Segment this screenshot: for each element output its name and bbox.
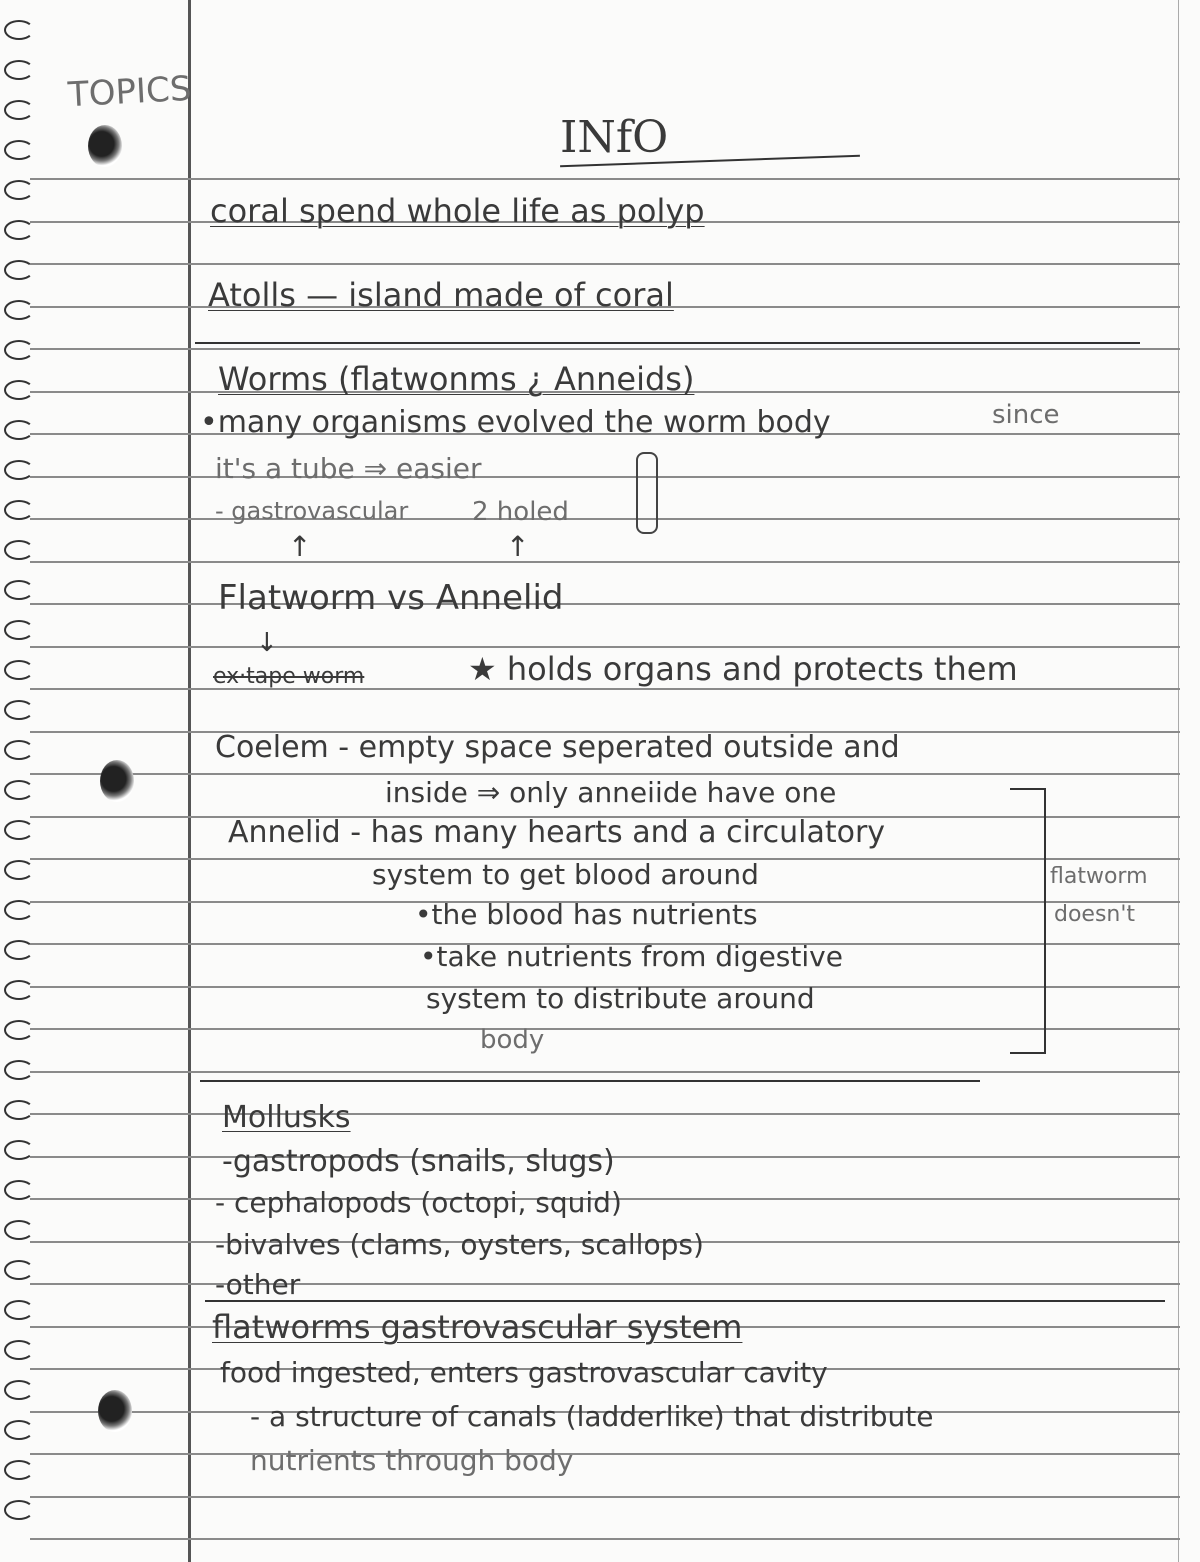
spiral-coil [4,740,34,760]
spiral-coil [4,140,34,160]
spiral-coil [4,340,34,360]
rule-line [30,773,1180,775]
spiral-coil [4,780,34,800]
rule-line [30,348,1180,350]
topics-label: TOPICS [67,68,193,116]
note-line: •take nutrients from digestive [420,940,843,973]
spiral-coil [4,1420,34,1440]
spiral-coil [4,980,34,1000]
spiral-coil [4,1180,34,1200]
note-line: system to get blood around [372,858,759,891]
rule-line [30,263,1180,265]
side-note: flatworm [1050,864,1148,889]
note-line: Atolls — island made of coral [208,276,674,314]
note-line: - cephalopods (octopi, squid) [215,1186,622,1219]
note-line: - a structure of canals (ladderlike) that distribute [250,1400,934,1433]
spiral-coil [4,500,34,520]
spiral-coil [4,660,34,680]
spiral-coil [4,580,34,600]
rule-line [30,1071,1180,1073]
note-line: nutrients through body [250,1444,574,1477]
note-line: system to distribute around [426,982,815,1015]
section-divider [205,1300,1165,1302]
spiral-coil [4,1220,34,1240]
note-line: •the blood has nutrients [415,898,758,931]
note-line: Flatworm vs Annelid [218,578,564,618]
spiral-coil [4,860,34,880]
rule-line [30,1453,1180,1455]
tube-sketch [636,452,658,534]
section-heading: Worms (flatwonms ¿ Anneids) [218,360,695,398]
spiral-coil [4,820,34,840]
punch-hole [88,125,122,167]
rule-line [30,1113,1180,1115]
section-heading: flatworms gastrovascular system [212,1308,743,1346]
rule-line [30,603,1180,605]
spiral-coil [4,1380,34,1400]
note-line: ex·tape worm [213,664,365,689]
spiral-coil [4,1500,34,1520]
section-divider [200,1080,980,1082]
spiral-coil [4,380,34,400]
punch-hole [98,1390,132,1432]
up-arrow-icon: ↑ [288,530,312,563]
spiral-coil [4,60,34,80]
spiral-coil [4,540,34,560]
spiral-coil [4,620,34,640]
section-heading: Mollusks [222,1100,351,1135]
spiral-coil [4,1100,34,1120]
note-line: 2 holed [472,497,569,527]
note-line: - gastrovascular [215,497,409,525]
note-line: inside ⇒ only anneiide have one [385,776,837,809]
spiral-coil [4,420,34,440]
spiral-coil [4,100,34,120]
note-line: -other [215,1268,301,1301]
rule-line [30,1028,1180,1030]
spiral-coil [4,20,34,40]
side-note: doesn't [1054,902,1136,927]
spiral-coil [4,300,34,320]
rule-line [30,178,1180,180]
spiral-coil [4,220,34,240]
note-line: -bivalves (clams, oysters, scallops) [215,1228,704,1261]
spiral-coil [4,1060,34,1080]
note-line: Annelid - has many hearts and a circulatory [228,815,886,850]
spiral-coil [4,180,34,200]
note-line: coral spend whole life as polyp [210,192,705,230]
note-line: body [480,1025,545,1055]
spiral-coil [4,1260,34,1280]
rule-line [30,688,1180,690]
note-line: •many organisms evolved the worm body [200,405,831,440]
section-divider [195,342,1140,344]
down-arrow-icon: ↓ [256,628,278,658]
spiral-coil [4,900,34,920]
rule-line [30,1538,1180,1540]
note-line: ★ holds organs and protects them [468,650,1018,688]
note-line: it's a tube ⇒ easier [215,452,482,485]
rule-line [30,646,1180,648]
note-line: since [992,400,1060,430]
note-line: Coelem - empty space seperated outside and [215,730,900,765]
rule-line [30,1496,1180,1498]
note-line: food ingested, enters gastrovascular cavity [220,1356,828,1389]
rule-line [30,1283,1180,1285]
spiral-coil [4,1460,34,1480]
spiral-coil [4,1300,34,1320]
up-arrow-icon: ↑ [506,530,530,563]
page-title: INfO [560,112,669,163]
note-line: -gastropods (snails, slugs) [222,1144,615,1179]
spiral-coil [4,700,34,720]
bracket [1010,788,1046,1054]
rule-line [30,561,1180,563]
spiral-coil [4,1340,34,1360]
rule-line [30,518,1180,520]
rule-line [30,476,1180,478]
punch-hole [100,760,134,802]
spiral-coil [4,1020,34,1040]
